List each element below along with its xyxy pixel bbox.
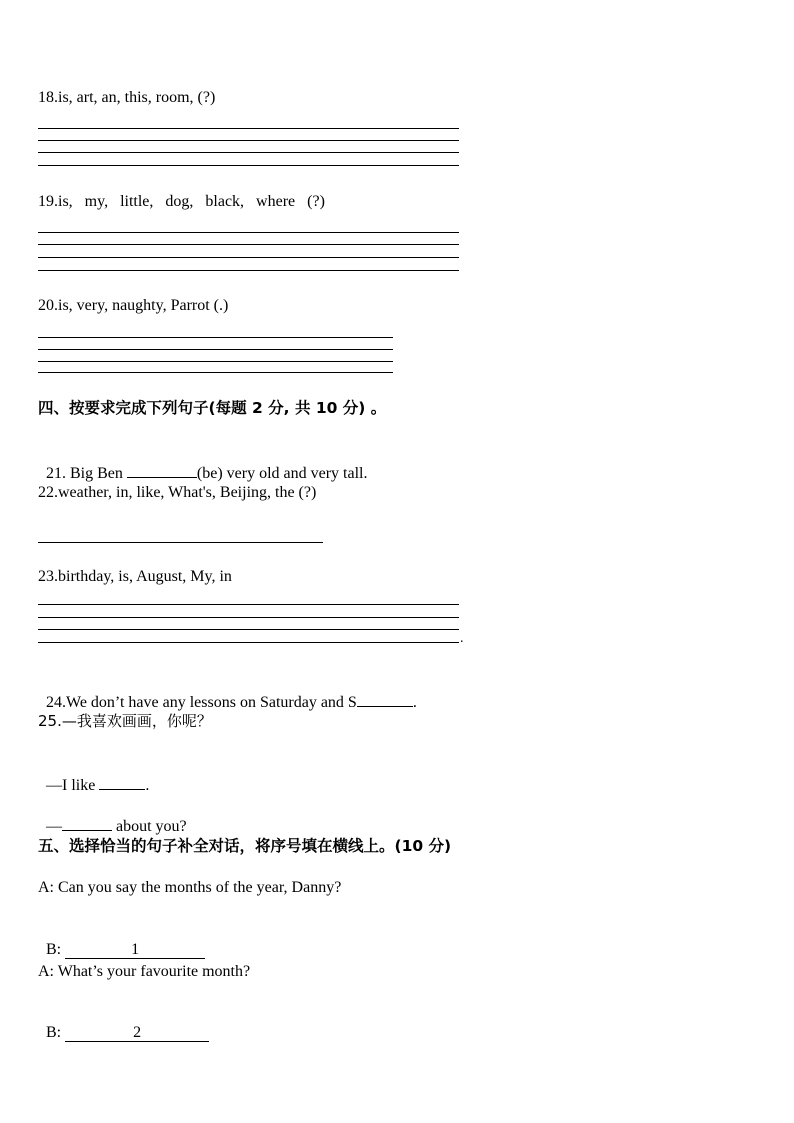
answer-blank-2[interactable]: 2 xyxy=(65,1025,209,1042)
dialogue-line-b1 xyxy=(38,920,205,960)
line-text: . xyxy=(145,777,150,794)
speaker-label: B: xyxy=(46,1024,66,1041)
answer-line[interactable] xyxy=(38,349,393,350)
question-20: 20.is, very, naughty, Parrot (.) xyxy=(38,297,229,314)
answer-line[interactable] xyxy=(38,270,459,271)
answer-line[interactable] xyxy=(38,337,393,338)
line-text: about you? xyxy=(112,818,187,835)
answer-line[interactable] xyxy=(38,165,459,166)
answer-line[interactable] xyxy=(38,140,459,141)
question-21 xyxy=(38,442,368,484)
question-25-prompt: 25.—我喜欢画画，你呢？ xyxy=(38,712,212,730)
question-18: 18.is, art, an, this, room, (?) xyxy=(38,89,216,106)
answer-line[interactable] xyxy=(38,152,459,153)
question-25-line-1 xyxy=(38,754,149,796)
dialogue-line-b2 xyxy=(38,1003,209,1043)
question-21-text-before: 21. Big Ben xyxy=(46,465,127,482)
answer-line[interactable] xyxy=(38,244,459,245)
question-24-text-after: . xyxy=(412,694,417,711)
answer-line[interactable] xyxy=(38,372,393,373)
section-5-heading: 五、选择恰当的句子补全对话，将序号填在横线上。(10 分) xyxy=(38,837,452,855)
dialogue-line-a2: A: What’s your favourite month? xyxy=(38,963,251,980)
question-23: 23.birthday, is, August, My, in xyxy=(38,568,232,585)
blank-field[interactable] xyxy=(62,815,112,831)
answer-line[interactable] xyxy=(38,361,393,362)
answer-line[interactable] xyxy=(38,128,459,129)
speaker-label: B: xyxy=(46,941,66,958)
question-24 xyxy=(38,671,417,713)
blank-field[interactable] xyxy=(99,774,145,790)
answer-line[interactable] xyxy=(38,617,459,618)
answer-blank-1[interactable]: 1 xyxy=(65,942,205,959)
dialogue-line-a1: A: Can you say the months of the year, Danny? xyxy=(38,879,342,896)
question-22: 22.weather, in, like, What's, Beijing, the (?) xyxy=(38,484,317,501)
question-21-text-after: (be) very old and very tall. xyxy=(196,465,368,482)
answer-line[interactable] xyxy=(38,257,459,258)
question-24-text-before: 24.We don’t have any lessons on Saturday and S xyxy=(46,694,357,711)
blank-field[interactable] xyxy=(127,462,197,478)
line-text: — xyxy=(46,818,62,835)
answer-line[interactable] xyxy=(38,642,459,643)
answer-line[interactable] xyxy=(38,629,459,630)
line-text: —I like xyxy=(46,777,100,794)
question-25-line-2 xyxy=(38,795,187,837)
blank-field[interactable] xyxy=(357,691,413,707)
question-19: 19.is, my, little, dog, black, where (?) xyxy=(38,193,325,210)
answer-line[interactable] xyxy=(38,232,459,233)
section-4-heading: 四、按要求完成下列句子(每题 2 分, 共 10 分) 。 xyxy=(38,399,387,417)
answer-line[interactable] xyxy=(38,604,459,605)
answer-line[interactable] xyxy=(38,542,323,543)
end-period: . xyxy=(460,631,464,646)
